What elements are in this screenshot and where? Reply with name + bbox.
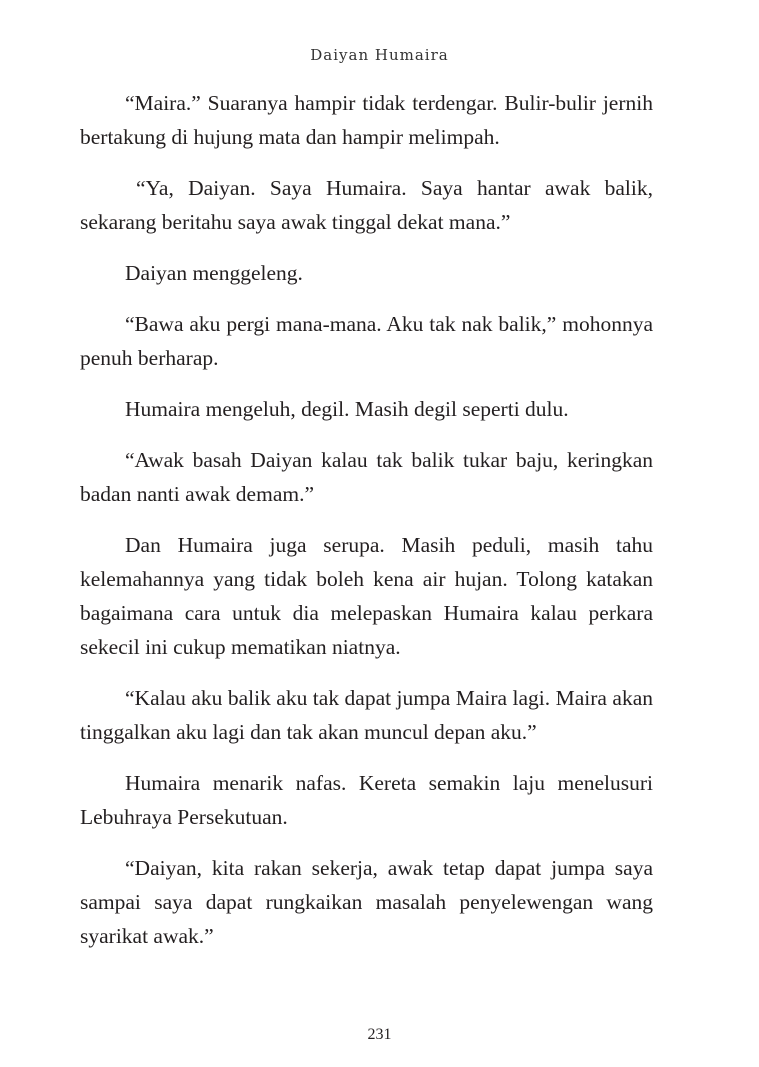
paragraph: “Daiyan, kita rakan sekerja, awak tetap dapat jumpa saya sampai saya dapat rungkaikan masalah penyelewengan wang syarikat awak.” (80, 856, 653, 948)
paragraph: “Kalau aku balik aku tak dapat jumpa Maira lagi. Maira akan tinggalkan aku lagi dan tak akan muncul depan aku.” (80, 686, 653, 744)
paragraph: “Awak basah Daiyan kalau tak balik tukar baju, keringkan badan nanti awak demam.” (80, 448, 653, 506)
paragraph: Humaira menarik nafas. Kereta semakin laju menelusuri Lebuhraya Persekutuan. (80, 771, 653, 829)
paragraph: “Ya, Daiyan. Saya Humaira. Saya hantar awak balik, sekarang beritahu saya awak tinggal dekat mana.” (80, 176, 653, 234)
page-number: 231 (367, 1026, 392, 1043)
page-body (80, 86, 653, 970)
paragraph: Daiyan menggeleng. (125, 261, 303, 285)
paragraph: “Bawa aku pergi mana-mana. Aku tak nak balik,” mohonnya penuh berharap. (80, 312, 653, 370)
paragraph: Humaira mengeluh, degil. Masih degil seperti dulu. (125, 397, 569, 421)
paragraph: “Maira.” Suaranya hampir tidak terdengar. Bulir-bulir jernih bertakung di hujung mata dan hampir melimpah. (80, 91, 653, 149)
paragraph: Dan Humaira juga serupa. Masih peduli, masih tahu kelemahannya yang tidak boleh kena air hujan. Tolong katakan bagaimana cara untuk dia melepaskan Humaira kalau perkara sekecil ini cukup mematikan niatnya. (80, 533, 653, 659)
running-header: Daiyan Humaira (310, 46, 449, 64)
